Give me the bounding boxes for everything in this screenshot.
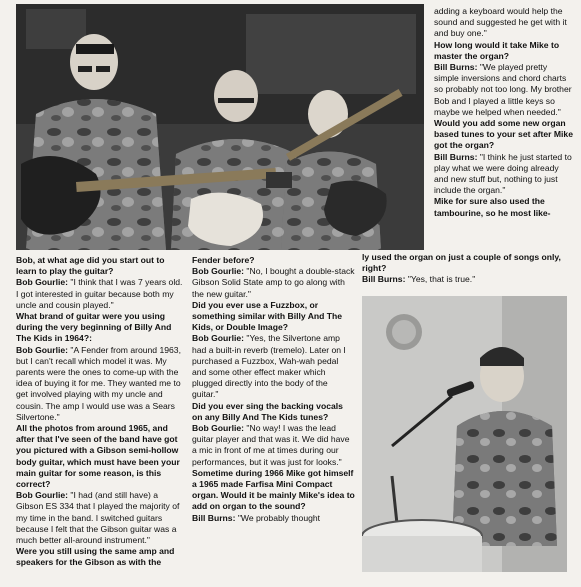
question: Sometime during 1966 Mike got himself a 1965 made Farfisa Mini Compact organ. Would it be mainly Mike's idea to add on organ to the sound? — [192, 467, 355, 512]
organ-player-photo — [362, 296, 567, 572]
answer-continued: adding a keyboard would help the sound and suggested he get with it and buy one." — [434, 6, 567, 39]
speaker: Bob Gourlie: — [192, 266, 245, 277]
answer — [192, 423, 355, 468]
question: Bob, at what age did you start out to learn to play the guitar? — [16, 255, 165, 277]
speaker: Bill Burns: — [362, 274, 406, 285]
question: Fender before? — [192, 255, 255, 265]
answer-text: "A Fender from around 1963, but I can't recall which model it was. My parents were the ones to come-up with the idea of buying it for me. They wanted me to get involved playing with my uncle and cousin. The amp I would use was a Sears Silvertone." — [16, 344, 181, 422]
middle-column — [192, 255, 355, 524]
speaker: Bob Gourlie: — [192, 423, 245, 434]
answer — [16, 490, 186, 546]
speaker: Bob Gourlie: — [16, 490, 69, 501]
answer-text: "No way! I was the lead guitar player and that was it. We did have a mic in front of me at times during our performances, but it was just for looks." — [192, 423, 350, 467]
question: Were you still using the same amp and speakers for the Gibson as with the — [16, 546, 175, 568]
answer — [192, 266, 355, 300]
answer-text: "No, I bought a double-stack Gibson Solid State amp to go along with the new guitar." — [192, 266, 355, 299]
question: Did you ever sing the backing vocals on any Billy And The Kids tunes? — [192, 400, 343, 422]
answer-text: "I think that I was 7 years old. I got interested in guitar because both my uncle and cousin played." — [16, 277, 183, 310]
right-top-column — [434, 6, 574, 219]
question: Did you ever use a Fuzzbox, or something similar with Billy And The Kids, or Double Image? — [192, 299, 343, 333]
speaker: Bob Gourlie: — [192, 333, 245, 344]
organ-player-image — [362, 296, 567, 572]
answer — [362, 274, 572, 285]
speaker: Bob Gourlie: — [16, 277, 69, 288]
question: What brand of guitar were you using during the very beginning of Billy And The Kids in 1964?: — [16, 311, 172, 344]
left-column — [16, 255, 186, 569]
answer-text: "I think he just started to play what we were doing already and new stuff but, nothing to just include the organ." — [434, 151, 572, 196]
speaker: Bill Burns: — [434, 151, 478, 162]
speaker: Bill Burns: — [192, 512, 236, 523]
answer-text: "Yes, the Silvertone amp had a built-in reverb (tremelo). Later on I purchased a Fuzzbox, Wah-wah pedal and some other effect maker which plugged directly into the body of the guitar." — [192, 333, 346, 400]
question: ly used the organ on just a couple of songs only, right? — [362, 252, 561, 274]
question: How long would it take Mike to master the organ? — [434, 39, 560, 61]
answer-text: "Yes, that is true." — [405, 274, 476, 285]
question: Would you add some new organ based tunes to your set after Mike got the organ? — [434, 118, 573, 151]
answer-text: "We probably thought — [235, 512, 321, 523]
answer — [16, 345, 186, 423]
band-photo-image — [16, 4, 424, 250]
right-continuation — [362, 252, 572, 286]
band-photo — [16, 4, 424, 250]
speaker: Bob Gourlie: — [16, 344, 69, 355]
question: All the photos from around 1965, and after that I've seen of the band have got you pictured with a Gibson semi-hollow body guitar, which must have been your main guitar for some reason, is this correct? — [16, 423, 180, 490]
answer — [434, 152, 574, 197]
answer — [16, 277, 186, 311]
answer — [192, 333, 355, 400]
answer — [434, 62, 574, 118]
answer-text: "We played pretty simple inversions and chord charts so probably not too long. My brother Bob and I played a little keys so maybe we helped when needed." — [434, 62, 572, 117]
answer — [192, 513, 355, 524]
speaker: Bill Burns: — [434, 62, 478, 73]
question: Mike for sure also used the tambourine, so he most like- — [434, 196, 551, 218]
answer-text: "I had (and still have) a Gibson ES 334 that I played the majority of my time in the band. I switched guitars because I felt that the Gibson guitar was a much better all-around instrument." — [16, 490, 180, 546]
